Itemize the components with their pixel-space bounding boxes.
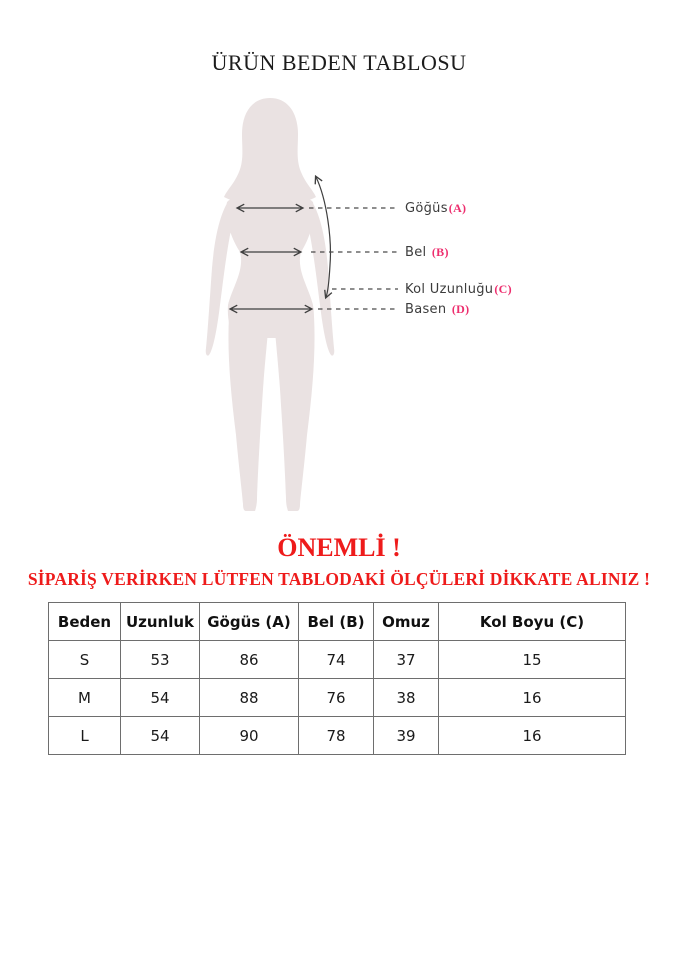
female-silhouette [206,98,335,511]
important-subheading: SİPARİŞ VERİRKEN LÜTFEN TABLODAKİ ÖLÇÜLERİ DİKKATE ALINIZ ! [27,569,651,589]
measurement-code: (D) [451,302,470,316]
measurement-label-text: Bel [405,245,427,260]
measurement-label-text: Kol Uzunluğu [405,282,494,297]
table-row-s [49,641,626,679]
cell-chest: 88 [200,679,299,717]
cell-length: 53 [121,641,200,679]
measurement-label-text: Göğüs [405,201,448,216]
cell-size: M [49,679,121,717]
body-measurement-diagram [185,90,415,520]
measurement-code: (A) [448,201,467,215]
measurement-code: (C) [494,282,512,296]
cell-chest: 90 [200,717,299,755]
cell-shoulder: 39 [374,717,439,755]
measurement-label-waist [405,243,449,262]
measurement-label-text: Basen [405,302,447,317]
cell-shoulder: 38 [374,679,439,717]
col-header-size: Beden [49,603,121,641]
col-header-waist: Bel (B) [299,603,374,641]
cell-length: 54 [121,717,200,755]
cell-arm: 16 [439,679,626,717]
col-header-length: Uzunluk [121,603,200,641]
table-row-m [49,679,626,717]
size-table-header-row [49,603,626,641]
measurement-label-hip [405,300,469,319]
cell-size: L [49,717,121,755]
cell-arm: 15 [439,641,626,679]
measurement-label-arm-length [405,280,512,299]
cell-waist: 76 [299,679,374,717]
measurement-label-chest [405,199,466,218]
col-header-shoulder: Omuz [374,603,439,641]
measurement-code: (B) [431,245,449,259]
cell-length: 54 [121,679,200,717]
cell-waist: 78 [299,717,374,755]
size-table [48,602,626,755]
col-header-chest: Gögüs (A) [200,603,299,641]
important-heading: ÖNEMLİ ! [277,533,401,562]
table-row-l [49,717,626,755]
cell-shoulder: 37 [374,641,439,679]
cell-size: S [49,641,121,679]
page-title: ÜRÜN BEDEN TABLOSU [211,50,467,75]
cell-waist: 74 [299,641,374,679]
cell-arm: 16 [439,717,626,755]
cell-chest: 86 [200,641,299,679]
col-header-arm: Kol Boyu (C) [439,603,626,641]
